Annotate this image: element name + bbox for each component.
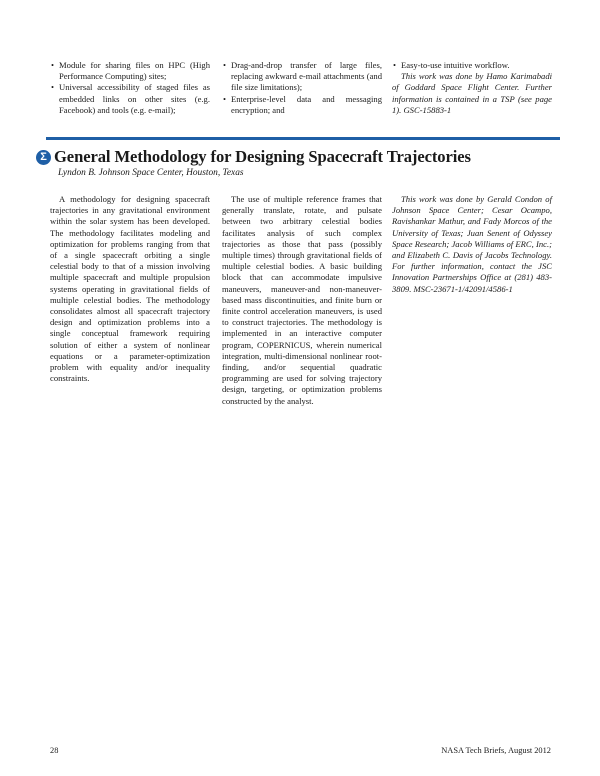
bullet-item: • Drag-and-drop transfer of large files, replacing awkward e-mail attachments (and file size limitations); [222,60,382,94]
bullet-item: • Module for sharing files on HPC (High Performance Computing) sites; [50,60,210,82]
top-column-3 [392,60,552,116]
page-number: 28 [50,746,59,755]
article-header [36,146,471,168]
credit-text: This work was done by Gerald Condon of Johnson Space Center; Cesar Ocampo, Ravishankar Mathur, and Fady Morcos of the University of Texas; Juan Senent of Odyssey Space Research; Jacob Williams of ERC, Inc.; and Elizabeth C. Davis of Jacobs Technology. For further information, contact the JSC Innovation Partnerships Office at (281) 483-3809. MSC-23671-1/42091/4586-1 [392,194,552,294]
article-column-2 [222,194,382,407]
top-column-1 [50,60,210,116]
section-rule [46,137,560,140]
bullet-item: • Enterprise-level data and messaging encryption; and [222,94,382,116]
body-paragraph: The use of multiple reference frames that generally translate, rotate, and pulsate between two arbitrary celestial bodies facilitates analysis of such complex trajectories as those that pass (possibly multiple times) through gravitational fields of multiple celestial bodies. A basic building block that can accommodate impulsive maneuvers, maneuver-and non-maneuver-based mass discontinuities, and finite burn or finite control acceleration maneuvers, is used to construct trajectories. The methodology is implemented in an interactive computer program, COPERNICUS, wherein numerical integration, multi-dimensional nonlinear root-finding, and/or sequential quadratic programming are used for solving trajectory design, targeting, or optimization problems constructed by the analyst. [222,194,382,406]
article-column-3 [392,194,552,295]
body-paragraph: A methodology for designing spacecraft trajectories in any gravitational environment within the solar system has been developed. The methodology facilitates modeling and optimization for problems ranging from that of a single spacecraft orbiting a single celestial body to that of a mission involving multiple spacecraft and multiple propulsion systems operating in gravitational fields of multiple celestial bodies. The methodology consolidates almost all spacecraft trajectory design and optimization problems into a single conceptual framework requiring solution of either a system of nonlinear equations or a parameter-optimization problem with equality and/or inequality constraints. [50,194,210,384]
article-affiliation: Lyndon B. Johnson Space Center, Houston, Texas [58,168,244,178]
bullet-item: • Easy-to-use intuitive workflow. [392,60,552,71]
publication-name: NASA Tech Briefs, August 2012 [441,746,551,755]
sigma-icon: Σ [36,150,51,165]
top-column-2 [222,60,382,116]
article-column-1 [50,194,210,384]
bullet-item: • Universal accessibility of staged files as embedded links on other sites (e.g. Facebook) and tools (e.g. e-mail); [50,82,210,116]
article-title: General Methodology for Designing Spacecraft Trajectories [54,147,471,166]
credit-text: This work was done by Hamo Karimabadi of Goddard Space Flight Center. Further information is contained in a TSP (see page 1). GSC-15883-1 [392,71,552,115]
